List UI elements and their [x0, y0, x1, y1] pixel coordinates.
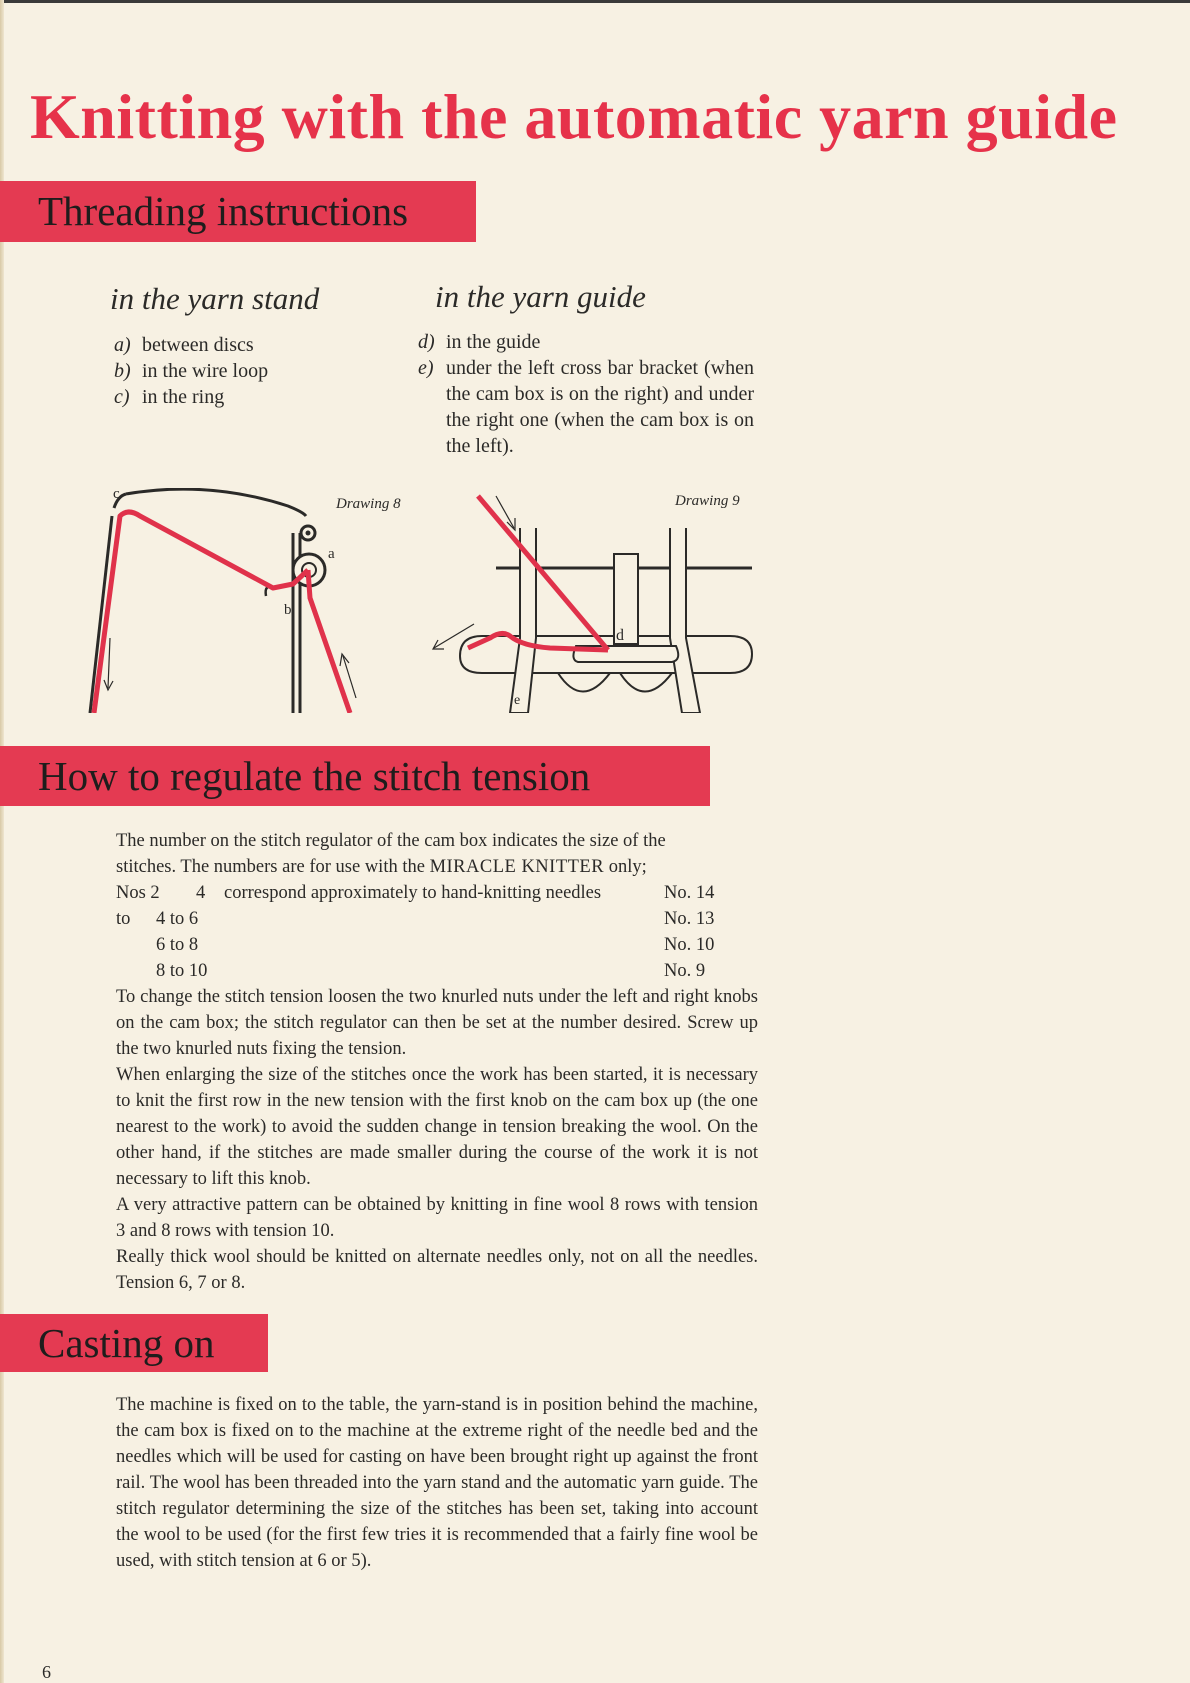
- list-item-text: between discs: [142, 334, 254, 356]
- yarn-guide-heading: in the yarn guide: [435, 279, 646, 314]
- list-item: [114, 332, 374, 358]
- table-row-range: 4: [196, 883, 206, 903]
- drawing-8-yarn-stand: [88, 488, 418, 713]
- list-item: [114, 358, 374, 384]
- table-row-prefix: Nos 2 to: [116, 883, 160, 929]
- table-row-needle: No. 10: [664, 935, 715, 955]
- page-title: Knitting with the automatic yarn guide: [30, 81, 1118, 152]
- drawing-9-yarn-guide: [430, 488, 772, 713]
- list-item-letter: b): [114, 360, 131, 382]
- list-item-letter: c): [114, 386, 130, 408]
- casting-paragraph: The machine is fixed on to the table, the yarn-stand is in position behind the machine, the cam box is fixed on to the machine at the extreme right of the needle bed and the needles which will be used for casting on have been brought right up against the front rail. The wool has been threaded into the yarn stand and the automatic yarn guide. The stitch regulator determining the size of the stitches has been set, taking into account the wool to be used (for the first few tries it is recommended that a fairly fine wool be used, with stitch tension at 6 or 5).: [116, 1395, 758, 1571]
- list-item-text: in the ring: [142, 386, 225, 408]
- section-heading-tension: How to regulate the stitch tension: [0, 746, 710, 806]
- page-left-edge: [0, 0, 4, 1683]
- table-row-needle: No. 13: [664, 909, 715, 929]
- table-row-range: 6 to 8: [156, 935, 199, 955]
- tension-change-paragraph: To change the stitch tension loosen the two knurled nuts under the left and right knobs on the cam box; the stitch regulator can then be set at the number desired. Screw up the two knurled nuts fixing the tension.: [116, 987, 758, 1059]
- page-top-edge: [0, 0, 1190, 3]
- table-row-range: 8 to 10: [156, 961, 208, 981]
- table-row-range: 4 to 6: [156, 909, 199, 929]
- table-row: [116, 906, 776, 932]
- drawing-9-label-e: e: [514, 693, 521, 708]
- list-item: [418, 355, 754, 459]
- list-item-letter: d): [418, 331, 435, 353]
- list-item-letter: e): [418, 357, 434, 379]
- tension-needle-table: [116, 880, 776, 984]
- drawing-9-caption: Drawing 9: [675, 493, 740, 509]
- tension-intro-line-2: stitches. The numbers are for use with the: [116, 857, 430, 877]
- drawing-9-label-d: d: [616, 627, 624, 644]
- brand-name: MIRACLE KNITTER: [429, 857, 605, 877]
- list-item: [418, 329, 754, 355]
- yarn-guide-list: [418, 329, 754, 459]
- list-item-text: under the left cross bar bracket (when the cam box is on the right) and under the right one (when the cam box is on the left).: [446, 357, 754, 457]
- yarn-stand-heading: in the yarn stand: [110, 281, 320, 316]
- drawing-8-caption: Drawing 8: [336, 496, 401, 512]
- drawing-8-label-c: c: [113, 488, 120, 502]
- yarn-stand-list: [114, 332, 374, 410]
- drawing-8-label-a: a: [328, 546, 335, 562]
- tension-intro-line-2-end: only;: [604, 857, 647, 877]
- list-item-letter: a): [114, 334, 131, 356]
- tension-enlarge-paragraph: When enlarging the size of the stitches once the work has been started, it is necessary to knit the first row in the new tension with the first knob on the cam box up (the one nearest to the work) to avoid the sudden change in tension breaking the wool. On the other hand, if the stitches are made smaller during the course of the work it is not necessary to lift this knob.: [116, 1065, 758, 1189]
- section-heading-casting: Casting on: [0, 1314, 268, 1372]
- list-item: [114, 384, 374, 410]
- list-item-text: in the wire loop: [142, 360, 269, 382]
- tension-intro: [116, 828, 758, 880]
- drawing-8-label-b: b: [284, 602, 292, 618]
- tension-intro-line-1: The number on the stitch regulator of the cam box indicates the size of the: [116, 831, 666, 851]
- table-row-needle: No. 9: [664, 961, 706, 981]
- tension-thick-wool-paragraph: Really thick wool should be knitted on alternate needles only, not on all the needles. Tension 6, 7 or 8.: [116, 1247, 758, 1293]
- page-number: 6: [42, 1662, 51, 1682]
- section-heading-threading: Threading instructions: [0, 181, 476, 242]
- table-row-desc: correspond approximately to hand-knitting needles: [224, 883, 602, 903]
- list-item-text: in the guide: [446, 331, 541, 353]
- table-row: [116, 932, 776, 958]
- table-row-needle: No. 14: [664, 883, 715, 903]
- table-row: [116, 958, 776, 984]
- tension-pattern-paragraph: A very attractive pattern can be obtained by knitting in fine wool 8 rows with tension 3 and 8 rows with tension 10.: [116, 1195, 758, 1241]
